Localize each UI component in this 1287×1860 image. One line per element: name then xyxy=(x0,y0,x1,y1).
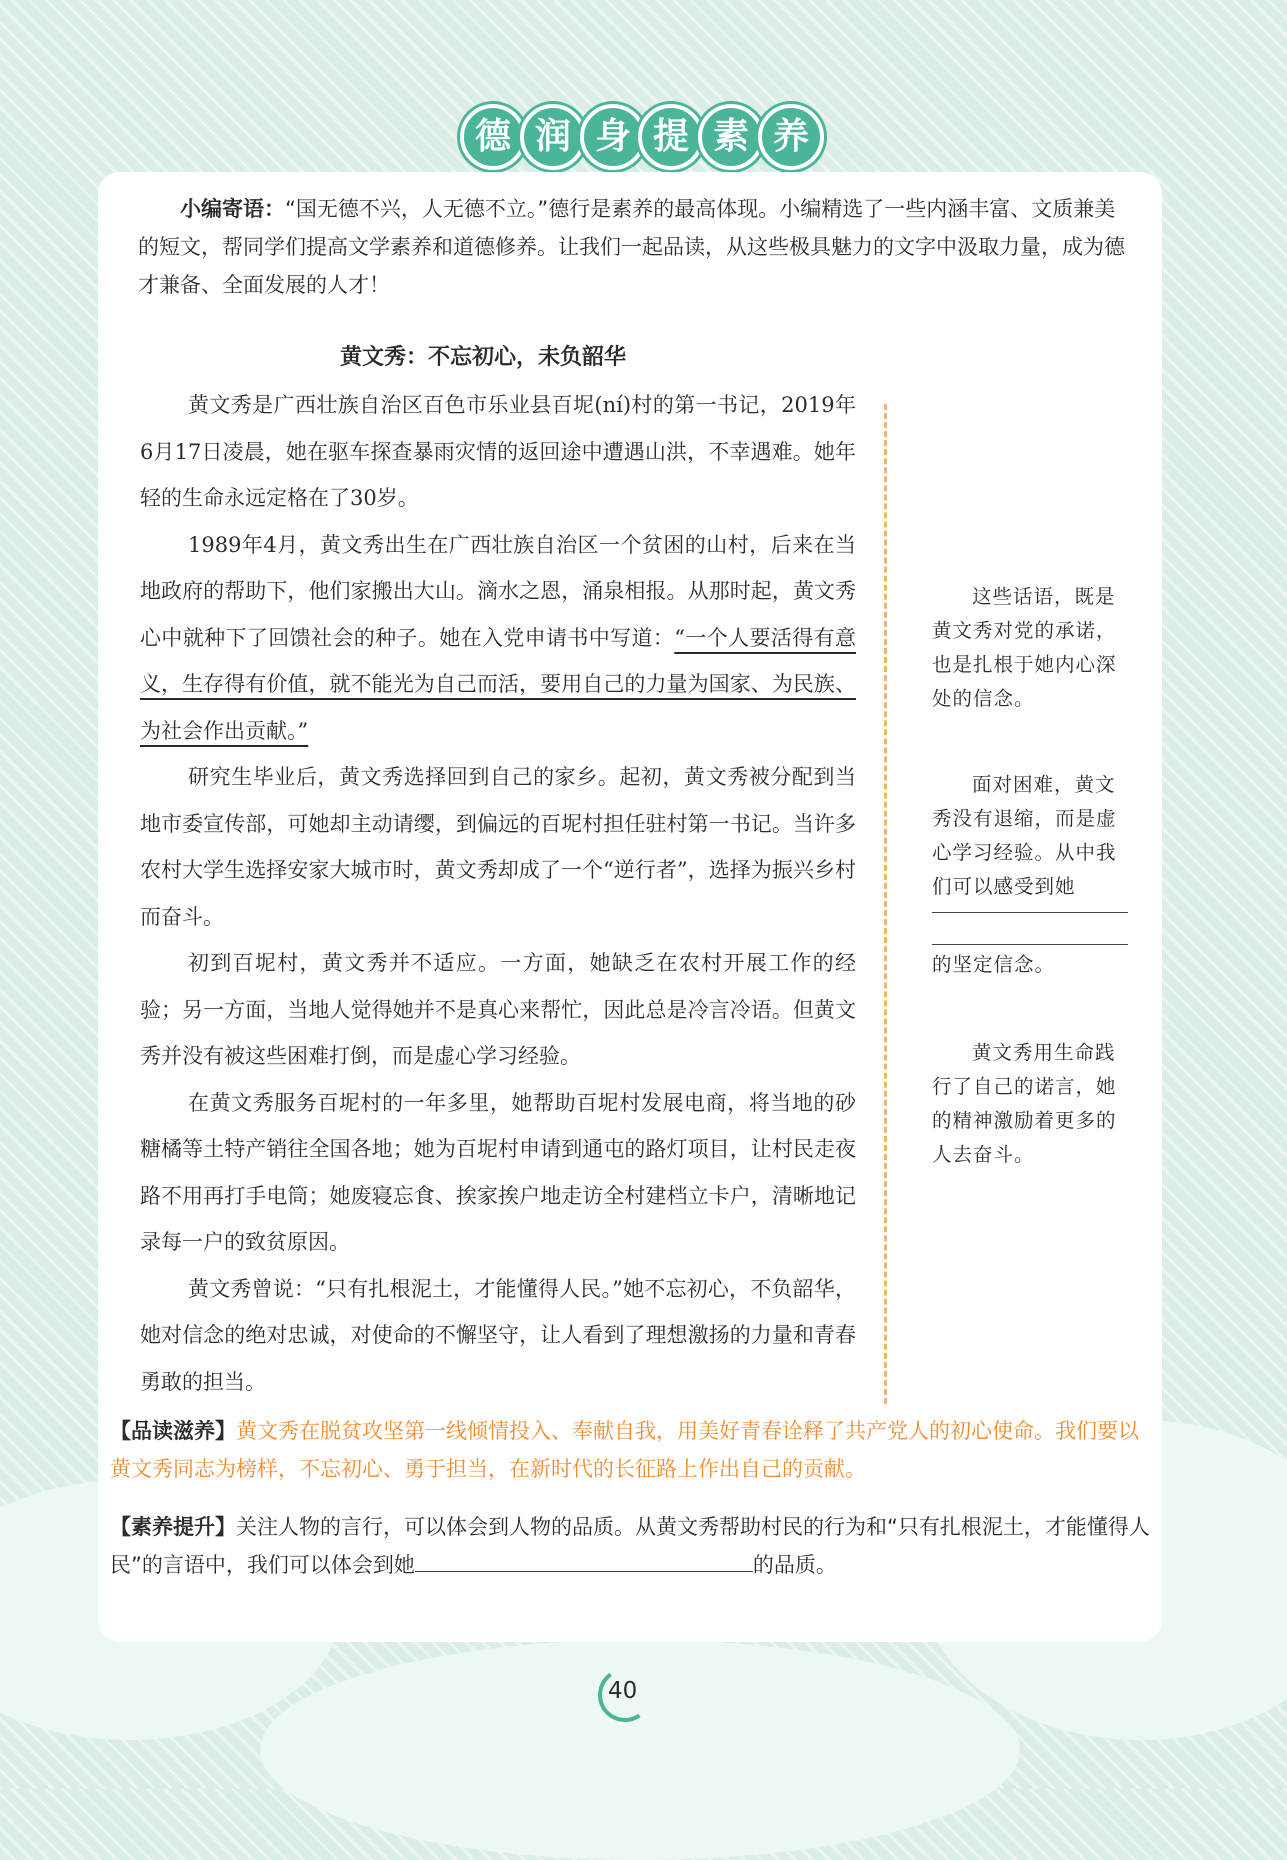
content-panel xyxy=(98,172,1162,1642)
exercise-label: 【素养提升】 xyxy=(110,1515,236,1539)
page-number-text: 40 xyxy=(608,1678,638,1704)
article-paragraph: 在黄文秀服务百坭村的一年多里，她帮助百坭村发展电商，将当地的砂糖橘等土特产销往全国各地；她为百坭村申请到通屯的路灯项目，让村民走夜路不用再打手电筒；她废寝忘食、挨家挨户地走访全村建档立卡户，清晰地记录每一户的致贫原因。 xyxy=(140,1090,856,1254)
banner-char: 身 xyxy=(580,104,646,170)
side-note-answer-blank-1[interactable] xyxy=(932,912,1128,913)
section-banner xyxy=(0,104,1287,174)
reflection-label: 【品读滋养】 xyxy=(110,1419,236,1443)
banner-char: 润 xyxy=(520,104,586,170)
article-paragraph: 黄文秀是广西壮族自治区百色市乐业县百坭(ní)村的第一书记，2019年6月17日凌晨，她在驱车探查暴雨灾情的返回途中遭遇山洪，不幸遇难。她年轻的生命永远定格在了30岁。 xyxy=(140,393,856,510)
page-number xyxy=(598,1668,658,1718)
exercise-text-end: 的品质。 xyxy=(752,1553,837,1577)
underlined-quote: “一个人要活得有意义，生存得有价值，就不能光为自己而活，要用自己的力量为国家、为民族、为社会作出贡献。” xyxy=(140,625,856,743)
editor-note xyxy=(138,190,1128,304)
article-paragraph: 初到百坭村，黄文秀并不适应。一方面，她缺乏在农村开展工作的经验；另一方面，当地人觉得她并不是真心来帮忙，因此总是冷言冷语。但黄文秀并没有被这些困难打倒，而是虚心学习经验。 xyxy=(140,951,856,1068)
reflection-text: 黄文秀在脱贫攻坚第一线倾情投入、奉献自我，用美好青春诠释了共产党人的初心使命。我们要以黄文秀同志为榜样，不忘初心、勇于担当，在新时代的长征路上作出自己的贡献。 xyxy=(110,1419,1139,1481)
banner-char: 素 xyxy=(698,104,764,170)
exercise-answer-blank[interactable] xyxy=(415,1547,753,1572)
banner-char: 养 xyxy=(758,104,824,170)
article-paragraph: 研究生毕业后，黄文秀选择回到自己的家乡。起初，黄文秀被分配到当地市委宣传部，可她却主动请缨，到偏远的百坭村担任驻村第一书记。当许多农村大学生选择安家大城市时，黄文秀却成了一个“逆行者”，选择为振兴乡村而奋斗。 xyxy=(140,765,856,929)
editor-note-text: “国无德不兴，人无德不立。”德行是素养的最高体现。小编精选了一些内涵丰富、文质兼美的短文，帮同学们提高文学素养和道德修养。让我们一起品读，从这些极具魅力的文字中汲取力量，成为德才兼备、全面发展的人才！ xyxy=(138,197,1125,297)
side-note-2: 面对困难，黄文秀没有退缩，而是虚心学习经验。从中我们可以感受到她 xyxy=(932,773,1117,898)
reading-reflection xyxy=(110,1412,1150,1488)
paragraph-text: 1989年4月，黄文秀出生在广西壮族自治区一个贫困的山村，后来在当地政府的帮助下，他们家搬出大山。滴水之恩，涌泉相报。从那时起，黄文秀心中就种下了回馈社会的种子。她在入党申请书中写道： xyxy=(140,532,856,650)
margin-divider xyxy=(884,404,887,1404)
banner-char: 提 xyxy=(638,104,704,170)
banner-title-right xyxy=(638,104,818,170)
literacy-exercise xyxy=(110,1508,1150,1584)
banner-title-left xyxy=(460,104,640,170)
side-note-3: 黄文秀用生命践行了自己的诺言，她的精神激励着更多的人去奋斗。 xyxy=(932,1041,1117,1166)
side-note-1: 这些话语，既是黄文秀对党的承诺，也是扎根于她内心深处的信念。 xyxy=(932,585,1117,710)
article-paragraph: 黄文秀曾说：“只有扎根泥土，才能懂得人民。”她不忘初心，不负韶华，她对信念的绝对忠诚，对使命的不懈坚守，让人看到了理想激扬的力量和青春勇敢的担当。 xyxy=(140,1276,856,1394)
exercise-text: 关注人物的言行，可以体会到人物的品质。从黄文秀帮助村民的行为和“只有扎根泥土，才能懂得人民”的言语中，我们可以体会到她 xyxy=(110,1515,1150,1577)
side-note-answer-blank-2[interactable] xyxy=(932,944,1128,945)
article-title: 黄文秀：不忘初心，未负韶华 xyxy=(339,345,626,370)
article-paragraph xyxy=(140,522,856,755)
article-body xyxy=(140,382,856,1405)
editor-note-label: 小编寄语： xyxy=(180,197,285,221)
banner-char: 德 xyxy=(460,104,526,170)
side-note-2-end: 的坚定信念。 xyxy=(932,953,1056,976)
